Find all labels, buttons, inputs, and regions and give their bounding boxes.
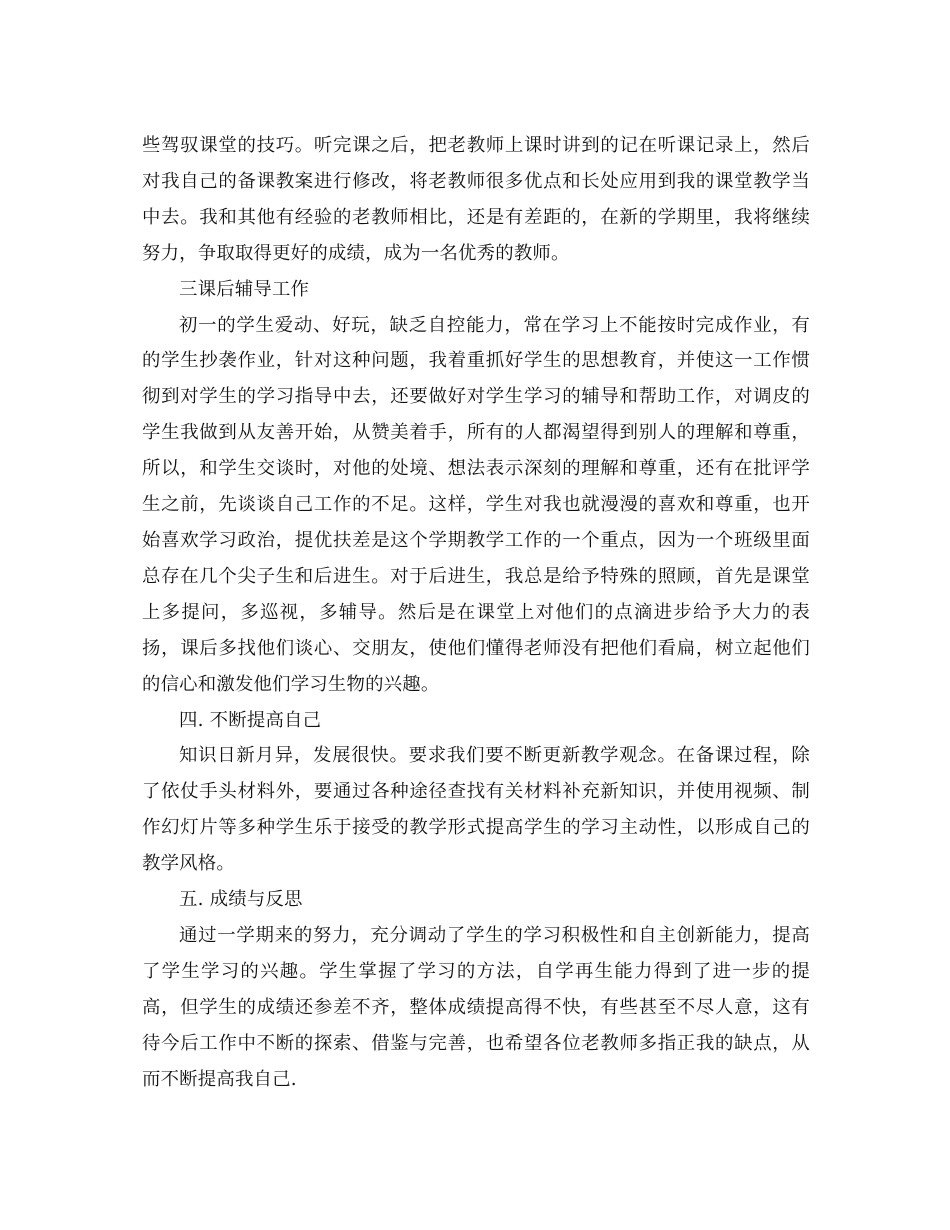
paragraph-continued: 些驾驭课堂的技巧。听完课之后，把老教师上课时讲到的记在听课记录上，然后对我自己的备课教案进行修改，将老教师很多优点和长处应用到我的课堂教学当中去。我和其他有经验的老教师相比，还是有差距的，在新的学期里，我将继续努力，争取取得更好的成绩，成为一名优秀的教师。 [142,135,810,264]
paragraph-results-reflection: 通过一学期来的努力，充分调动了学生的学习积极性和自主创新能力，提高了学生学习的兴趣。学生掌握了学习的方法，自学再生能力得到了进一步的提高，但学生的成绩还参差不齐，整体成绩提高得不快，有些甚至不尽人意，这有待今后工作中不断的探索、借鉴与完善，也希望各位老教师多指正我的缺点，从而不断提高我自己. [142,924,810,1090]
section-heading-5: 五. 成绩与反思 [179,889,303,911]
section-heading-3: 三课后辅导工作 [179,278,310,300]
section-heading-4: 四. 不断提高自己 [179,709,322,731]
paragraph-self-improvement: 知识日新月异，发展很快。要求我们要不断更新教学观念。在备课过程，除了依仗手头材料外，要通过各种途径查找有关材料补充新知识，并使用视频、制作幻灯片等多种学生乐于接受的教学形式提高学生的学习主动性，以形成自己的教学风格。 [142,745,810,875]
paragraph-after-school-tutoring: 初一的学生爱动、好玩，缺乏自控能力，常在学习上不能按时完成作业，有的学生抄袭作业，针对这种问题，我着重抓好学生的思想教育，并使这一工作惯彻到对学生的学习指导中去，还要做好对学生学习的辅导和帮助工作，对调皮的学生我做到从友善开始，从赞美着手，所有的人都渴望得到别人的理解和尊重，所以，和学生交谈时，对他的处境、想法表示深刻的理解和尊重，还有在批评学生之前，先谈谈自己工作的不足。这样，学生对我也就漫漫的喜欢和尊重，也开始喜欢学习政治，提优扶差是这个学期教学工作的一个重点，因为一个班级里面总存在几个尖子生和后进生。对于后进生，我总是给予特殊的照顾，首先是课堂上多提问，多巡视，多辅导。然后是在课堂上对他们的点滴进步给予大力的表扬，课后多找他们谈心、交朋友，使他们懂得老师没有把他们看扁，树立起他们的信心和激发他们学习生物的兴趣。 [142,314,810,695]
document-page [142,128,810,1097]
